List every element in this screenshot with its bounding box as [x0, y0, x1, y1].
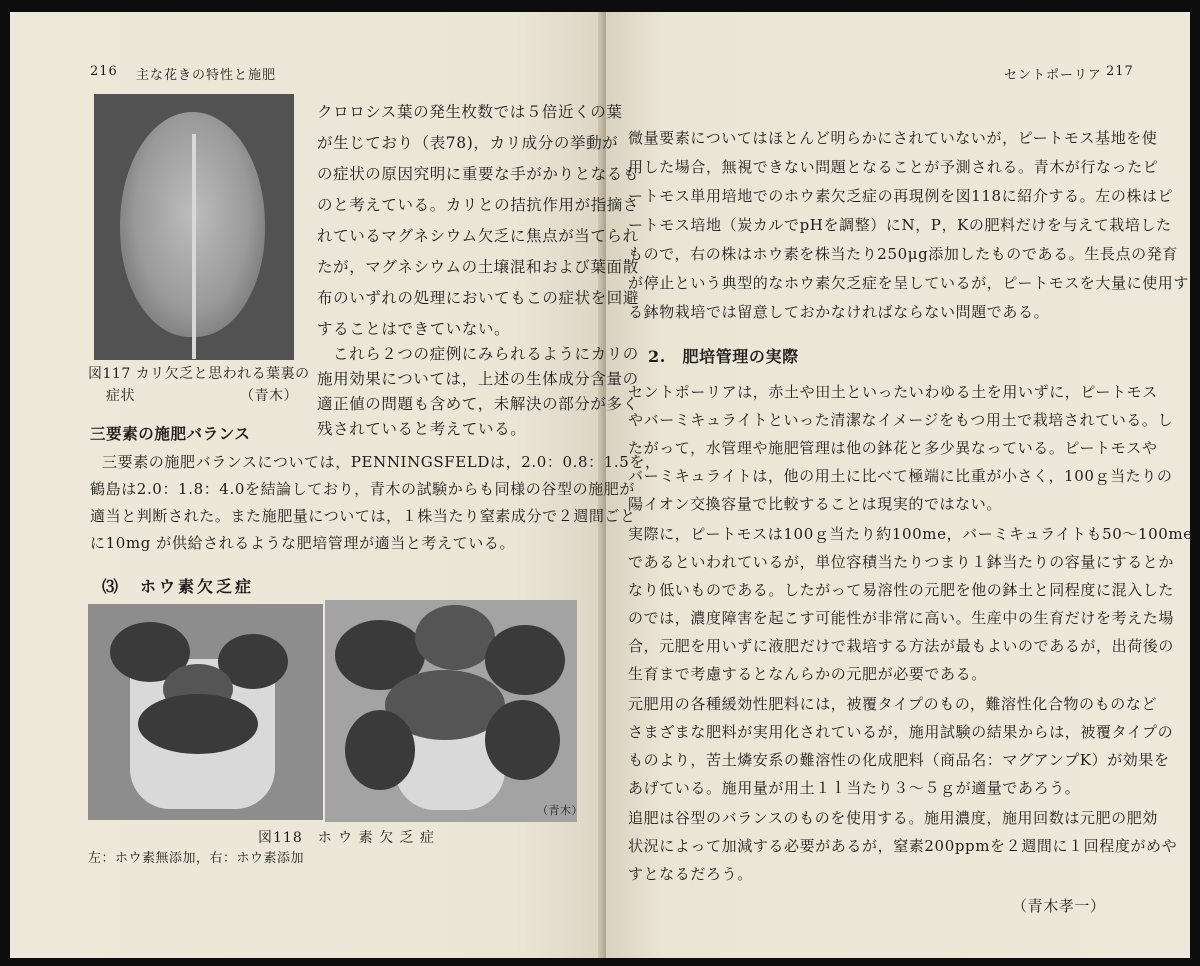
right-para3-line4: のでは，濃度障害を起こす可能性が非常に高い。生産中の生育だけを考えた場 — [628, 609, 1175, 627]
figure-118-note: 左：ホウ素無添加，右：ホウ素添加 — [88, 851, 305, 866]
leaf-left-d — [138, 694, 258, 754]
leaf-right-e — [345, 710, 415, 790]
left-para1-line1: クロロシス葉の発生枚数では５倍近くの葉 — [317, 103, 623, 121]
left-para1-line5: れているマグネシウム欠乏に焦点が当てられ — [317, 227, 639, 245]
right-para1-line1: 微量要素についてはほとんど明らかにされていないが，ピートモス基地を使 — [628, 129, 1158, 147]
figure-118-right-photo — [325, 600, 583, 822]
left-page-number: 216 — [90, 64, 118, 79]
right-para3-line6: 生育まで考慮するとなんらかの元肥が必要である。 — [628, 665, 987, 683]
right-para5-line3: すとなるだろう。 — [628, 865, 753, 883]
right-para1-line7: る鉢物栽培では留意しておかなければならない問題である。 — [628, 303, 1050, 321]
leaf-right-f — [485, 700, 560, 780]
section-heading-npk-balance: 三要素の施肥バランス — [90, 424, 251, 443]
right-para1-line6: が停止という典型的なホウ素欠乏症を呈しているが，ピートモスを大量に使用す — [628, 274, 1190, 292]
right-para1-line3: ートモス単用培地でのホウ素欠乏症の再現例を図118に紹介する。左の株はピ — [628, 187, 1174, 205]
right-para3-line2: であるといわれているが，単位容積当たりつまり１鉢当たりの容量にするとか — [628, 553, 1175, 571]
right-para5-line1: 追肥は谷型のバランスのものを使用する。施用濃度，施用回数は元肥の肥効 — [628, 809, 1158, 827]
leaf-right-b — [415, 605, 495, 670]
right-running-title: セントポーリア — [1004, 68, 1103, 83]
right-para4-line1: 元肥用の各種緩効性肥料には，被覆タイプのもの，難溶性化合物のものなど — [628, 695, 1158, 713]
right-para1-line5: もので，右の株はホウ素を株当たり250μg添加したものである。生長点の発育 — [628, 245, 1178, 263]
left-para1-line7: 布のいずれの処理においてもこの症状を回避 — [317, 289, 640, 307]
figure-117-photo — [94, 94, 294, 360]
right-para4-line4: あげている。施用量が用土１ｌ当たり３〜５ｇが適量であろう。 — [628, 779, 1081, 797]
right-para3-line5: 合，元肥を用いずに液肥だけで栽培する方法が最もよいのであるが，出荷後の — [628, 637, 1175, 655]
right-para4-line3: ものより，苦土燐安系の難溶性の化成肥料（商品名：マグアンプK）が効果を — [628, 751, 1170, 769]
left-running-title: 主な花きの特性と施肥 — [136, 68, 277, 83]
left-para1-line8: することはできていない。 — [317, 320, 511, 338]
left-para3-line3: 適当と判断された。また施肥量については，１株当たり窒素成分で２週間ごと — [90, 507, 636, 525]
figure-117-credit: （青木） — [240, 388, 298, 404]
right-para2-line2: やバーミキュライトといった清潔なイメージをもつ用土で栽培されている。し — [628, 411, 1174, 429]
left-para2-line3: 適正値の問題も含めて，未解決の部分が多く — [317, 395, 639, 413]
author-credit: （青木孝一） — [1012, 897, 1106, 915]
right-para3-line1: 実際に，ピートモスは100ｇ当たり約100me，バーミキュライトも50〜100me — [628, 525, 1193, 543]
left-para1-line4: のと考えている。カリとの拮抗作用が指摘さ — [317, 196, 640, 214]
left-para3-line4: に10mg が供給されるような肥培管理が適当と考えている。 — [90, 534, 516, 552]
right-para1-line2: 用した場合，無視できない問題となることが予測される。青木が行なったピ — [628, 158, 1159, 176]
left-para2-line1: これら２つの症例にみられるようにカリの — [333, 345, 639, 363]
right-para1-line4: ートモス培地（炭カルでpHを調整）にN，P，Kの肥料だけを与えて栽培した — [628, 216, 1172, 234]
right-para3-line3: なり低いものである。したがって易溶性の元肥を他の鉢土と同程度に混入した — [628, 581, 1175, 599]
right-para2-line1: セントポーリアは，赤土や田土といったいわゆる土を用いずに，ピートモス — [628, 383, 1158, 401]
left-para1-line2: が生じており（表78)，カリ成分の挙動が — [317, 134, 619, 152]
section-heading-fertilizer-practice: 2. 肥培管理の実際 — [648, 347, 799, 366]
figure-118-left-photo — [88, 604, 323, 820]
figure-118-caption: 図118 ホ ウ 素 欠 乏 症 — [258, 830, 435, 846]
left-para3-line2: 鶴島は2.0：1.8：4.0を結論しており，青木の試験からも同様の谷型の施肥が — [90, 480, 635, 498]
figure-117-caption: 図117 カリ欠乏と思われる葉裏の — [88, 366, 310, 382]
left-para1-line6: たが，マグネシウムの土壌混和および葉面散 — [317, 258, 639, 276]
left-para2-line4: 残されていると考えている。 — [317, 420, 527, 438]
subsection-heading-boron: ⑶ ホウ素欠乏症 — [102, 577, 255, 596]
right-para2-line4: バーミキュライトは，他の用土に比べて極端に比重が小さく，100ｇ当たりの — [628, 467, 1173, 485]
left-para2-line2: 施用効果については，上述の生体成分含量の — [317, 370, 639, 388]
figure-117-caption-line2: 症状 — [106, 388, 135, 404]
right-para5-line2: 状況によって加減する必要があるが，窒素200ppmを２週間に１回程度がめや — [628, 837, 1178, 855]
right-para2-line3: たがって，水管理や施肥管理は他の鉢花と多少異なっている。ピートモスや — [628, 439, 1158, 457]
right-para2-line5: 陽イオン交換容量で比較することは現実的ではない。 — [628, 495, 1002, 513]
leaf-vein — [192, 134, 196, 359]
figure-118-credit: （青木） — [537, 804, 583, 817]
right-page-number: 217 — [1106, 64, 1134, 79]
left-para1-line3: の症状の原因究明に重要な手がかりとなるも — [317, 165, 640, 183]
left-para3-line1: 三要素の施肥バランスについては，PENNINGSFELDは，2.0：0.8：1.5を， — [102, 453, 661, 471]
leaf-right-c — [485, 625, 565, 695]
right-para4-line2: さまざまな肥料が実用化されているが，施用試験の結果からは，被覆タイプの — [628, 723, 1174, 741]
